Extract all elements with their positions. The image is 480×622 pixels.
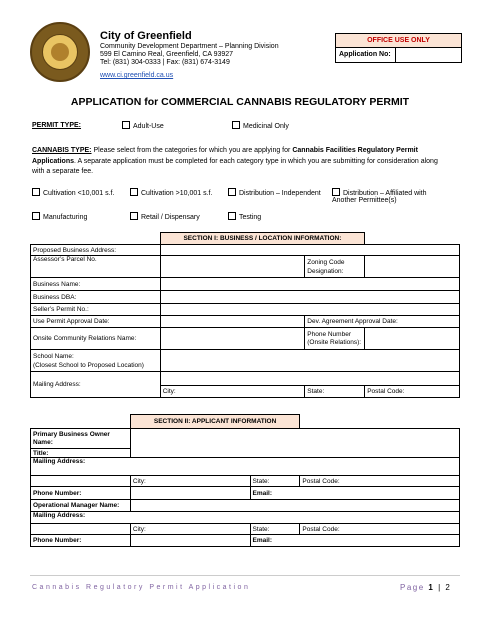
zoning-field[interactable]: [365, 256, 460, 278]
manager-state-label: State:: [250, 524, 300, 535]
phone-number2-label: Phone Number:: [31, 535, 131, 547]
checkbox-icon[interactable]: [232, 121, 240, 129]
email-label: Email:: [250, 487, 460, 500]
business-dba-label: Business DBA:: [31, 291, 161, 304]
option-distribution-affiliated-cont: Another Permittee(s): [332, 197, 397, 204]
business-name-field[interactable]: [160, 278, 459, 291]
checkbox-icon[interactable]: [32, 188, 40, 196]
option-distribution-affiliated[interactable]: Distribution – Affiliated with: [332, 188, 427, 197]
office-use-box: [335, 33, 462, 63]
address-line: 599 El Camino Real, Greenfield, CA 93927: [100, 51, 234, 58]
option-testing[interactable]: Testing: [228, 212, 261, 221]
checkbox-icon[interactable]: [228, 212, 236, 220]
primary-owner-field[interactable]: [130, 429, 459, 458]
application-no-field[interactable]: [397, 48, 459, 61]
mailing-address2-label: Mailing Address:: [31, 458, 460, 476]
page-title: APPLICATION for COMMERCIAL CANNABIS REGULATORY PERMIT: [70, 96, 410, 108]
primary-owner-label: Primary Business Owner Name:: [31, 429, 131, 449]
cannabis-type-paragraph: CANNABIS TYPE: Please select from the categories for which you are applying for Cannabis Facilities Regulatory Permit Applications. A separate application must be completed for each category type in which you are submitting for consideration along with a separate fee.: [32, 147, 438, 175]
website-link[interactable]: www.ci.greenfield.ca.us: [100, 72, 174, 79]
sellers-permit-field[interactable]: [160, 304, 459, 316]
checkbox-icon[interactable]: [228, 188, 236, 196]
use-permit-label: Use Permit Approval Date:: [31, 316, 161, 328]
footer-divider: [30, 575, 460, 576]
city-seal-logo: [30, 22, 90, 82]
mailing-address-label: Mailing Address:: [31, 372, 161, 398]
mailing-address-field[interactable]: [160, 372, 459, 386]
manager-city-label: City:: [130, 524, 250, 535]
apn-label: Assessor’s Parcel No.: [31, 256, 161, 278]
apn-field[interactable]: [160, 256, 305, 278]
school-name-label: School Name: (Closest School to Proposed Location): [31, 350, 161, 372]
applicant-state-label: State:: [250, 476, 300, 487]
section2-heading: SECTION II: APPLICANT INFORMATION: [130, 415, 300, 429]
permit-option-medicinal[interactable]: Medicinal Only: [232, 121, 289, 130]
operational-manager-label: Operational Manager Name:: [31, 500, 131, 512]
postal-code-label: Postal Code:: [365, 386, 460, 398]
option-cultivation-small[interactable]: Cultivation <10,001 s.f.: [32, 188, 114, 197]
manager-postal-label: Postal Code:: [300, 524, 460, 535]
onsite-community-field[interactable]: [160, 328, 305, 350]
phone-number-field[interactable]: [130, 487, 250, 500]
sellers-permit-label: Seller’s Permit No.:: [31, 304, 161, 316]
option-manufacturing[interactable]: Manufacturing: [32, 212, 87, 221]
applicant-city-label: City:: [130, 476, 250, 487]
department-line: Community Development Department – Planning Division: [100, 43, 279, 50]
section1-table: [30, 232, 460, 398]
applicant-postal-label: Postal Code:: [300, 476, 460, 487]
office-use-heading: OFFICE USE ONLY: [336, 34, 461, 48]
permit-option-adult[interactable]: Adult-Use: [122, 121, 164, 130]
proposed-address-label: Proposed Business Address:: [31, 245, 161, 256]
phone-number-label: Phone Number:: [31, 487, 131, 500]
checkbox-icon[interactable]: [122, 121, 130, 129]
phone-onsite-label: Phone Number (Onsite Relations):: [305, 328, 365, 350]
checkbox-icon[interactable]: [332, 188, 340, 196]
permit-type-label: PERMIT TYPE:: [32, 122, 82, 129]
business-name-label: Business Name:: [31, 278, 161, 291]
checkbox-icon[interactable]: [130, 212, 138, 220]
footer-page: Page 1 | 2: [400, 583, 452, 592]
section1-heading: SECTION I: BUSINESS / LOCATION INFORMATION:: [160, 233, 365, 245]
school-name-field[interactable]: [160, 350, 459, 372]
state-label: State:: [305, 386, 365, 398]
phone-number2-field[interactable]: [130, 535, 250, 547]
email2-label: Email:: [250, 535, 460, 547]
city-label: City:: [160, 386, 305, 398]
phone-line: Tel: (831) 304-0333 | Fax: (831) 674-3149: [100, 59, 230, 66]
checkbox-icon[interactable]: [32, 212, 40, 220]
operational-manager-field[interactable]: [130, 500, 459, 512]
seal-ring: [42, 34, 78, 70]
footer-title: Cannabis Regulatory Permit Application: [32, 584, 251, 591]
seal-core: [51, 43, 69, 61]
option-cultivation-large[interactable]: Cultivation >10,001 s.f.: [130, 188, 212, 197]
application-no-label: Application No:: [336, 47, 396, 62]
option-retail[interactable]: Retail / Dispensary: [130, 212, 200, 221]
proposed-address-field[interactable]: [160, 245, 459, 256]
business-dba-field[interactable]: [160, 291, 459, 304]
mailing-address3-label: Mailing Address:: [31, 512, 460, 524]
section2-table: [30, 414, 460, 547]
checkbox-icon[interactable]: [130, 188, 138, 196]
title-label: Title:: [31, 449, 131, 458]
zoning-label: Zoning Code Designation:: [305, 256, 365, 278]
city-title: City of Greenfield: [100, 30, 192, 42]
phone-onsite-field[interactable]: [365, 328, 460, 350]
use-permit-field[interactable]: [160, 316, 305, 328]
onsite-community-label: Onsite Community Relations Name:: [31, 328, 161, 350]
option-distribution-independent[interactable]: Distribution – Independent: [228, 188, 321, 197]
dev-agreement-label: Dev. Agreement Approval Date:: [305, 316, 460, 328]
